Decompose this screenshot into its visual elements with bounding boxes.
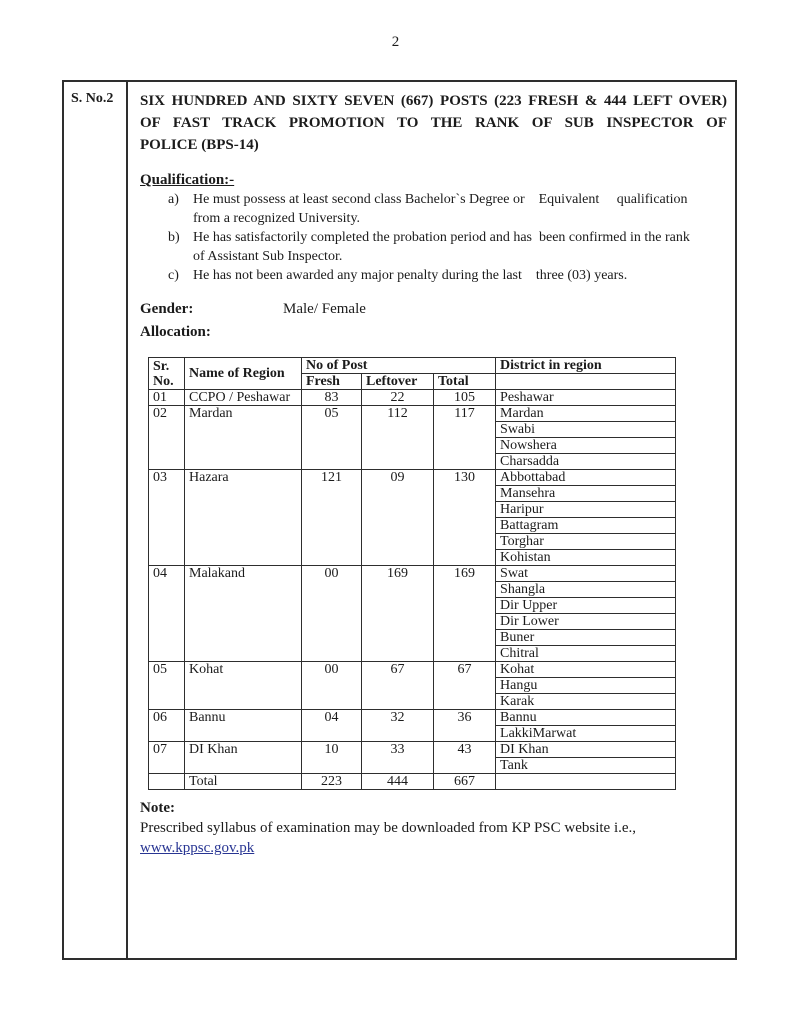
fresh-cell: 00 — [302, 662, 362, 710]
region-name-cell: CCPO / Peshawar — [185, 390, 302, 406]
sr-cell: 07 — [149, 742, 185, 774]
district-cell: Bannu — [496, 710, 676, 726]
total-header: Total — [434, 374, 496, 390]
region-row — [149, 566, 676, 582]
fresh-total-cell: 223 — [302, 774, 362, 790]
leftover-total-cell: 444 — [362, 774, 434, 790]
region-name-cell: Malakand — [185, 566, 302, 662]
region-row — [149, 662, 676, 678]
region-row — [149, 390, 676, 406]
district-cell: Battagram — [496, 518, 676, 534]
grand-total-cell: 667 — [434, 774, 496, 790]
post-title-line: SIX HUNDRED AND SIXTY SEVEN (667) POSTS (223 FRESH & 444 LEFT OVER) — [140, 93, 727, 109]
sr-no-header — [149, 358, 185, 390]
total-cell: 130 — [434, 470, 496, 566]
gender-label: Gender: — [140, 301, 194, 317]
district-header: District in region — [496, 358, 676, 374]
allocation-row — [140, 321, 727, 344]
district-cell: Abbottabad — [496, 470, 676, 486]
sr-cell: 03 — [149, 470, 185, 566]
qualification-list — [140, 190, 727, 285]
district-header-spacer — [496, 374, 676, 390]
post-title-line: POLICE (BPS-14) — [140, 137, 259, 153]
leftover-cell: 33 — [362, 742, 434, 774]
qualification-item — [140, 228, 727, 266]
leftover-cell: 67 — [362, 662, 434, 710]
district-cell: Kohat — [496, 662, 676, 678]
item-label: b) — [168, 230, 180, 245]
leftover-cell: 22 — [362, 390, 434, 406]
leftover-cell: 32 — [362, 710, 434, 742]
serial-label: S. No.2 — [71, 91, 114, 106]
note-block — [140, 798, 727, 858]
item-label: a) — [168, 192, 179, 207]
post-title-line: OF FAST TRACK PROMOTION TO THE RANK OF SUB INSPECTOR OF — [140, 115, 727, 131]
region-header: Name of Region — [185, 358, 302, 390]
region-name-cell: DI Khan — [185, 742, 302, 774]
item-text — [193, 190, 727, 228]
district-cell: Kohistan — [496, 550, 676, 566]
item-text — [193, 228, 727, 266]
district-cell: Swat — [496, 566, 676, 582]
sr-cell: 06 — [149, 710, 185, 742]
allocation-table — [148, 357, 676, 790]
district-cell: Haripur — [496, 502, 676, 518]
district-cell: Torghar — [496, 534, 676, 550]
district-cell: Mansehra — [496, 486, 676, 502]
district-cell: Hangu — [496, 678, 676, 694]
region-name-cell: Kohat — [185, 662, 302, 710]
serial-cell — [64, 82, 128, 958]
total-cell: 67 — [434, 662, 496, 710]
gender-row — [140, 298, 727, 321]
item-text-line: from a recognized University. — [193, 211, 361, 226]
document-box — [62, 80, 737, 960]
qualification-item — [140, 190, 727, 228]
total-cell: 105 — [434, 390, 496, 406]
meta-rows — [140, 298, 727, 344]
leftover-cell: 112 — [362, 406, 434, 470]
region-name-cell: Bannu — [185, 710, 302, 742]
fresh-cell: 04 — [302, 710, 362, 742]
district-cell: Mardan — [496, 406, 676, 422]
leftover-cell: 09 — [362, 470, 434, 566]
sr-cell: 05 — [149, 662, 185, 710]
district-cell: LakkiMarwat — [496, 726, 676, 742]
total-cell: 117 — [434, 406, 496, 470]
total-cell: 169 — [434, 566, 496, 662]
district-cell: Dir Lower — [496, 614, 676, 630]
allocation-table-body — [149, 390, 676, 790]
total-row — [149, 774, 676, 790]
note-text: Prescribed syllabus of examination may be downloaded from KP PSC website i.e., — [140, 820, 637, 836]
post-title — [140, 90, 727, 156]
table-header-row-1 — [149, 358, 676, 374]
sr-cell: 01 — [149, 390, 185, 406]
sr-header-line: No. — [153, 373, 174, 389]
district-cell: Tank — [496, 758, 676, 774]
content-area — [128, 82, 735, 958]
sr-header-line: Sr. — [153, 358, 170, 374]
sr-cell: 02 — [149, 406, 185, 470]
region-row — [149, 710, 676, 726]
district-cell: Shangla — [496, 582, 676, 598]
item-text-line: He has not been awarded any major penalty during the last three (03) years. — [193, 268, 628, 283]
website-link[interactable]: www.kppsc.gov.pk — [140, 840, 255, 856]
district-cell: DI Khan — [496, 742, 676, 758]
fresh-cell: 10 — [302, 742, 362, 774]
total-cell: 36 — [434, 710, 496, 742]
leftover-cell: 169 — [362, 566, 434, 662]
sr-cell: 04 — [149, 566, 185, 662]
total-cell: 43 — [434, 742, 496, 774]
page-number: 2 — [391, 34, 400, 50]
district-cell: Peshawar — [496, 390, 676, 406]
district-cell: Dir Upper — [496, 598, 676, 614]
district-cell: Chitral — [496, 646, 676, 662]
district-cell — [496, 774, 676, 790]
item-label: c) — [168, 268, 179, 283]
region-name-cell: Hazara — [185, 470, 302, 566]
item-text-line: He has satisfactorily completed the probation period and has been confirmed in the rank — [193, 230, 690, 245]
qualification-item — [140, 266, 727, 285]
region-row — [149, 470, 676, 486]
fresh-cell: 00 — [302, 566, 362, 662]
allocation-label: Allocation: — [140, 324, 211, 340]
no-of-post-header: No of Post — [302, 358, 496, 374]
total-label-cell: Total — [185, 774, 302, 790]
qualification-heading: Qualification:- — [140, 172, 235, 188]
fresh-cell: 83 — [302, 390, 362, 406]
item-text-line: of Assistant Sub Inspector. — [193, 249, 343, 264]
gender-value: Male/ Female — [283, 301, 366, 317]
region-name-cell: Mardan — [185, 406, 302, 470]
district-cell: Karak — [496, 694, 676, 710]
fresh-cell: 121 — [302, 470, 362, 566]
item-text-line: He must possess at least second class Bachelor`s Degree or Equivalent qualification — [193, 192, 688, 207]
item-text — [193, 266, 727, 285]
fresh-cell: 05 — [302, 406, 362, 470]
district-cell: Nowshera — [496, 438, 676, 454]
district-cell: Charsadda — [496, 454, 676, 470]
note-heading: Note: — [140, 800, 175, 816]
region-row — [149, 406, 676, 422]
region-row — [149, 742, 676, 758]
district-cell: Buner — [496, 630, 676, 646]
fresh-header: Fresh — [302, 374, 362, 390]
district-cell: Swabi — [496, 422, 676, 438]
leftover-header: Leftover — [362, 374, 434, 390]
sr-cell — [149, 774, 185, 790]
